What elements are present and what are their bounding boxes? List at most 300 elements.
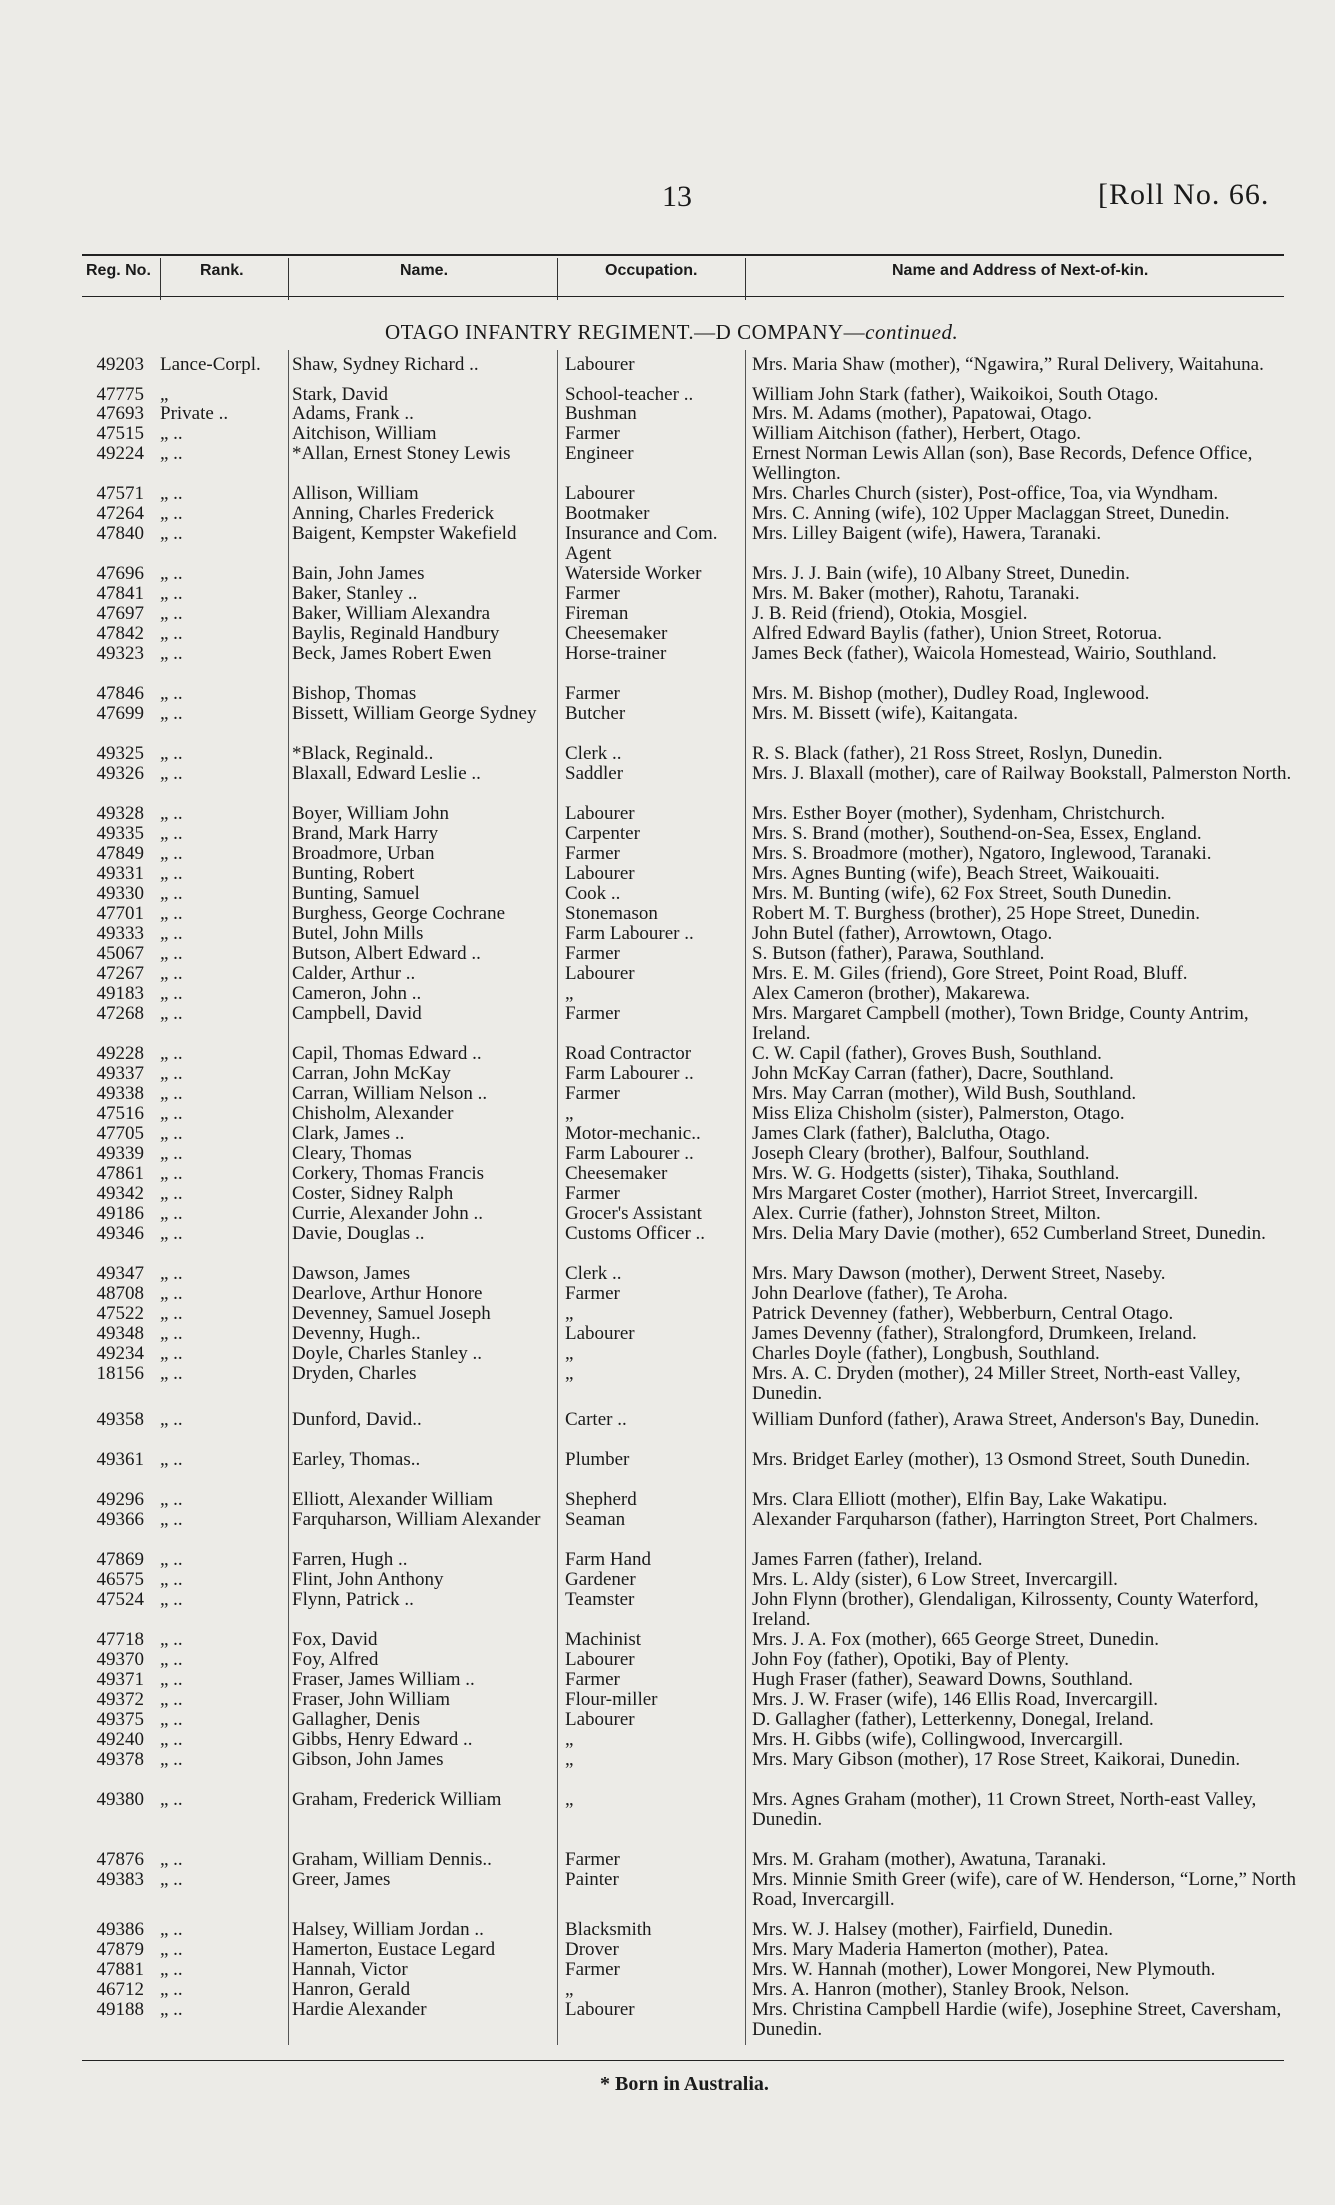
soldier-name: Dunford, David.. bbox=[292, 1409, 422, 1430]
occupation: Farm Labourer .. bbox=[565, 1063, 694, 1084]
next-of-kin: Mrs. Lilley Baigent (wife), Hawera, Taranaki. bbox=[752, 523, 1102, 544]
table-row bbox=[0, 604, 1335, 624]
occupation: Painter bbox=[565, 1869, 619, 1890]
soldier-name: Allison, William bbox=[292, 483, 419, 504]
next-of-kin: Mrs. S. Brand (mother), Southend-on-Sea, Essex, England. bbox=[752, 823, 1202, 844]
reg-number: 49330 bbox=[96, 883, 144, 904]
occupation: Farmer bbox=[565, 423, 620, 444]
occupation: Labourer bbox=[565, 1649, 635, 1670]
rank: „ .. bbox=[160, 583, 183, 604]
next-of-kin: Charles Doyle (father), Longbush, Southland. bbox=[752, 1343, 1100, 1364]
rank: „ .. bbox=[160, 503, 183, 524]
soldier-name: Hardie Alexander bbox=[292, 1999, 427, 2020]
occupation: Farm Labourer .. bbox=[565, 923, 694, 944]
soldier-name: Dawson, James bbox=[292, 1263, 411, 1284]
occupation: „ bbox=[565, 1103, 574, 1124]
reg-number: 49361 bbox=[96, 1449, 144, 1470]
soldier-name: *Allan, Ernest Stoney Lewis bbox=[292, 443, 511, 464]
table-row bbox=[0, 1304, 1335, 1324]
next-of-kin: James Devenny (father), Stralongford, Drumkeen, Ireland. bbox=[752, 1323, 1197, 1344]
soldier-name: Baylis, Reginald Handbury bbox=[292, 623, 500, 644]
occupation: Fireman bbox=[565, 603, 629, 624]
rank: „ .. bbox=[160, 703, 183, 724]
header-rule-bottom bbox=[82, 296, 1284, 297]
next-of-kin: Alexander Farquharson (father), Harrington Street, Port Chalmers. bbox=[752, 1509, 1258, 1530]
rank: „ .. bbox=[160, 1919, 183, 1940]
table-row bbox=[0, 744, 1335, 764]
occupation: Gardener bbox=[565, 1569, 636, 1590]
soldier-name: Hannah, Victor bbox=[292, 1959, 408, 1980]
table-row bbox=[0, 1589, 1335, 1630]
rank: „ .. bbox=[160, 823, 183, 844]
soldier-name: Chisholm, Alexander bbox=[292, 1103, 454, 1124]
soldier-name: Hamerton, Eustace Legard bbox=[292, 1939, 496, 1960]
occupation: Bootmaker bbox=[565, 503, 650, 524]
table-row bbox=[0, 844, 1335, 864]
occupation: Cheesemaker bbox=[565, 1163, 668, 1184]
rank: „ .. bbox=[160, 843, 183, 864]
next-of-kin: William John Stark (father), Waikoikoi, South Otago. bbox=[752, 384, 1159, 405]
table-row bbox=[0, 564, 1335, 584]
reg-number: 49228 bbox=[96, 1043, 144, 1064]
occupation: Labourer bbox=[565, 483, 635, 504]
rank: „ .. bbox=[160, 623, 183, 644]
next-of-kin: Mrs. Delia Mary Davie (mother), 652 Cumberland Street, Dunedin. bbox=[752, 1223, 1266, 1244]
rank: „ .. bbox=[160, 1343, 183, 1364]
next-of-kin: Mrs Margaret Coster (mother), Harriot Street, Invercargill. bbox=[752, 1183, 1199, 1204]
reg-number: 49186 bbox=[96, 1203, 144, 1224]
reg-number: 49234 bbox=[96, 1343, 144, 1364]
soldier-name: Elliott, Alexander William bbox=[292, 1489, 493, 1510]
next-of-kin: Mrs. May Carran (mother), Wild Bush, Southland. bbox=[752, 1083, 1137, 1104]
soldier-name: Aitchison, William bbox=[292, 423, 437, 444]
reg-number: 47522 bbox=[96, 1303, 144, 1324]
soldier-name: Bain, John James bbox=[292, 563, 425, 584]
soldier-name: Doyle, Charles Stanley .. bbox=[292, 1343, 482, 1364]
table-row bbox=[0, 424, 1335, 444]
next-of-kin: Alex. Currie (father), Johnston Street, Milton. bbox=[752, 1203, 1101, 1224]
table-row bbox=[0, 1324, 1335, 1344]
occupation: Farm Labourer .. bbox=[565, 1143, 694, 1164]
occupation: Engineer bbox=[565, 443, 634, 464]
next-of-kin: Mrs. L. Aldy (sister), 6 Low Street, Invercargill. bbox=[752, 1569, 1118, 1590]
soldier-name: Broadmore, Urban bbox=[292, 843, 435, 864]
rank: „ .. bbox=[160, 763, 183, 784]
soldier-name: Campbell, David bbox=[292, 1003, 422, 1024]
occupation: Flour-miller bbox=[565, 1689, 658, 1710]
reg-number: 49338 bbox=[96, 1083, 144, 1104]
soldier-name: Flint, John Anthony bbox=[292, 1569, 444, 1590]
occupation: Road Contractor bbox=[565, 1043, 692, 1064]
soldier-name: Cleary, Thomas bbox=[292, 1143, 412, 1164]
occupation: Labourer bbox=[565, 1709, 635, 1730]
reg-number: 47718 bbox=[96, 1629, 144, 1650]
next-of-kin: S. Butson (father), Parawa, Southland. bbox=[752, 943, 1045, 964]
rank: „ .. bbox=[160, 743, 183, 764]
reg-number: 47869 bbox=[96, 1549, 144, 1570]
next-of-kin: Mrs. J. Blaxall (mother), care of Railway Bookstall, Palmerston North. bbox=[752, 763, 1292, 784]
rank: „ .. bbox=[160, 523, 183, 544]
table-row bbox=[0, 964, 1335, 984]
reg-number: 49326 bbox=[96, 763, 144, 784]
rank: „ .. bbox=[160, 1363, 183, 1384]
table-row bbox=[0, 1999, 1335, 2040]
rank: „ bbox=[160, 384, 169, 405]
table-row bbox=[0, 1284, 1335, 1304]
reg-number: 47699 bbox=[96, 703, 144, 724]
occupation: Clerk .. bbox=[565, 1263, 622, 1284]
next-of-kin: Mrs. Mary Maderia Hamerton (mother), Patea. bbox=[752, 1939, 1109, 1960]
table-row bbox=[0, 764, 1335, 784]
table-row bbox=[0, 804, 1335, 824]
table-row bbox=[0, 1789, 1335, 1830]
reg-number: 45067 bbox=[96, 943, 144, 964]
header-divider bbox=[745, 258, 746, 300]
next-of-kin: Mrs. A. Hanron (mother), Stanley Brook, Nelson. bbox=[752, 1979, 1130, 2000]
table-row bbox=[0, 1730, 1335, 1750]
next-of-kin: Mrs. W. J. Halsey (mother), Fairfield, Dunedin. bbox=[752, 1919, 1113, 1940]
rank: „ .. bbox=[160, 683, 183, 704]
rank: „ .. bbox=[160, 423, 183, 444]
occupation: Plumber bbox=[565, 1449, 630, 1470]
table-row bbox=[0, 484, 1335, 504]
rank: „ .. bbox=[160, 603, 183, 624]
next-of-kin: Mrs. J. J. Bain (wife), 10 Albany Street, Dunedin. bbox=[752, 563, 1130, 584]
next-of-kin: John Dearlove (father), Te Aroha. bbox=[752, 1283, 1008, 1304]
rank: „ .. bbox=[160, 1263, 183, 1284]
table-row bbox=[0, 1184, 1335, 1204]
rank: „ .. bbox=[160, 1999, 183, 2020]
header-divider bbox=[160, 258, 161, 300]
soldier-name: Davie, Douglas .. bbox=[292, 1223, 425, 1244]
soldier-name: Fox, David bbox=[292, 1629, 378, 1650]
occupation: Carter .. bbox=[565, 1409, 627, 1430]
table-row bbox=[0, 1670, 1335, 1690]
reg-number: 47571 bbox=[96, 483, 144, 504]
section-title-main: OTAGO INFANTRY REGIMENT.—D COMPANY— bbox=[385, 320, 866, 344]
rank: „ .. bbox=[160, 1589, 183, 1610]
table-row bbox=[0, 904, 1335, 924]
occupation: Stonemason bbox=[565, 903, 658, 924]
reg-number: 47268 bbox=[96, 1003, 144, 1024]
table-row bbox=[0, 644, 1335, 664]
table-row bbox=[0, 404, 1335, 424]
soldier-name: Blaxall, Edward Leslie .. bbox=[292, 763, 481, 784]
soldier-name: Bishop, Thomas bbox=[292, 683, 417, 704]
rank: „ .. bbox=[160, 643, 183, 664]
next-of-kin: Mrs. Agnes Bunting (wife), Beach Street, Waikouaiti. bbox=[752, 863, 1160, 884]
soldier-name: Farquharson, William Alexander bbox=[292, 1509, 541, 1530]
table-row bbox=[0, 385, 1335, 405]
table-row bbox=[0, 1204, 1335, 1224]
occupation: Motor-mechanic.. bbox=[565, 1123, 701, 1144]
reg-number: 49333 bbox=[96, 923, 144, 944]
rank: „ .. bbox=[160, 1003, 183, 1024]
occupation: Blacksmith bbox=[565, 1919, 652, 1940]
table-row bbox=[0, 1850, 1335, 1870]
soldier-name: Fraser, James William .. bbox=[292, 1669, 475, 1690]
table-row bbox=[0, 984, 1335, 1004]
occupation: Horse-trainer bbox=[565, 643, 667, 664]
occupation: Farmer bbox=[565, 843, 620, 864]
rank: „ .. bbox=[160, 1123, 183, 1144]
table-row bbox=[0, 584, 1335, 604]
soldier-name: Baker, William Alexandra bbox=[292, 603, 491, 624]
rank: „ .. bbox=[160, 1083, 183, 1104]
soldier-name: Dryden, Charles bbox=[292, 1363, 417, 1384]
occupation: Cook .. bbox=[565, 883, 621, 904]
soldier-name: Carran, William Nelson .. bbox=[292, 1083, 488, 1104]
reg-number: 46575 bbox=[96, 1569, 144, 1590]
next-of-kin: Mrs. Margaret Campbell (mother), Town Bridge, County Antrim, Ireland. bbox=[752, 1003, 1249, 1044]
rank: „ .. bbox=[160, 1669, 183, 1690]
reg-number: 47515 bbox=[96, 423, 144, 444]
reg-number: 47697 bbox=[96, 603, 144, 624]
table-row bbox=[0, 1450, 1335, 1470]
occupation: Grocer's Assistant bbox=[565, 1203, 702, 1224]
reg-number: 47861 bbox=[96, 1163, 144, 1184]
occupation: Labourer bbox=[565, 863, 635, 884]
soldier-name: Carran, John McKay bbox=[292, 1063, 451, 1084]
rank: „ .. bbox=[160, 1103, 183, 1124]
soldier-name: Burghess, George Cochrane bbox=[292, 903, 505, 924]
soldier-name: Graham, Frederick William bbox=[292, 1789, 502, 1810]
rank: „ .. bbox=[160, 1629, 183, 1650]
table-row bbox=[0, 443, 1335, 484]
rank: „ .. bbox=[160, 943, 183, 964]
table-row bbox=[0, 1940, 1335, 1960]
occupation: Farmer bbox=[565, 683, 620, 704]
soldier-name: Brand, Mark Harry bbox=[292, 823, 439, 844]
header-name: Name. bbox=[400, 262, 449, 279]
table-row bbox=[0, 1224, 1335, 1244]
next-of-kin: Mrs. Minnie Smith Greer (wife), care of W. Henderson, “Lorne,” North Road, Invercargill. bbox=[752, 1869, 1296, 1910]
next-of-kin: John Flynn (brother), Glendaligan, Kilrossenty, County Waterford, Ireland. bbox=[752, 1589, 1259, 1630]
reg-number: 49328 bbox=[96, 803, 144, 824]
next-of-kin: Mrs. M. Bishop (mother), Dudley Road, Inglewood. bbox=[752, 683, 1150, 704]
table-row bbox=[0, 1410, 1335, 1430]
occupation: Clerk .. bbox=[565, 743, 622, 764]
rank: „ .. bbox=[160, 1163, 183, 1184]
section-title-continued: continued. bbox=[865, 320, 959, 344]
rank: „ .. bbox=[160, 1939, 183, 1960]
table-row bbox=[0, 1869, 1335, 1910]
next-of-kin: Mrs. Mary Dawson (mother), Derwent Street, Naseby. bbox=[752, 1263, 1166, 1284]
next-of-kin: Mrs. Mary Gibson (mother), 17 Rose Street, Kaikorai, Dunedin. bbox=[752, 1749, 1241, 1770]
soldier-name: Gallagher, Denis bbox=[292, 1709, 420, 1730]
reg-number: 49366 bbox=[96, 1509, 144, 1530]
rank: „ .. bbox=[160, 1143, 183, 1164]
next-of-kin: John Butel (father), Arrowtown, Otago. bbox=[752, 923, 1053, 944]
next-of-kin: Mrs. M. Adams (mother), Papatowai, Otago. bbox=[752, 403, 1092, 424]
soldier-name: Capil, Thomas Edward .. bbox=[292, 1043, 482, 1064]
reg-number: 49224 bbox=[96, 443, 144, 464]
soldier-name: Greer, James bbox=[292, 1869, 391, 1890]
next-of-kin: Patrick Devenney (father), Webberburn, Central Otago. bbox=[752, 1303, 1174, 1324]
table-row bbox=[0, 1570, 1335, 1590]
next-of-kin: Mrs. S. Broadmore (mother), Ngatoro, Inglewood, Taranaki. bbox=[752, 843, 1212, 864]
soldier-name: Stark, David bbox=[292, 384, 389, 405]
reg-number: 47849 bbox=[96, 843, 144, 864]
reg-number: 49386 bbox=[96, 1919, 144, 1940]
reg-number: 47267 bbox=[96, 963, 144, 984]
table-row bbox=[0, 624, 1335, 644]
occupation: Labourer bbox=[565, 1323, 635, 1344]
rank: „ .. bbox=[160, 1569, 183, 1590]
header-divider bbox=[288, 258, 289, 300]
soldier-name: Coster, Sidney Ralph bbox=[292, 1183, 454, 1204]
rank: „ .. bbox=[160, 1789, 183, 1810]
reg-number: 49383 bbox=[96, 1869, 144, 1890]
rank: „ .. bbox=[160, 803, 183, 824]
table-row bbox=[0, 1144, 1335, 1164]
reg-number: 49378 bbox=[96, 1749, 144, 1770]
reg-number: 47693 bbox=[96, 403, 144, 424]
header-occupation: Occupation. bbox=[605, 262, 698, 279]
occupation: Farmer bbox=[565, 1849, 620, 1870]
reg-number: 47516 bbox=[96, 1103, 144, 1124]
occupation: Farmer bbox=[565, 1083, 620, 1104]
reg-number: 47881 bbox=[96, 1959, 144, 1980]
soldier-name: Calder, Arthur .. bbox=[292, 963, 416, 984]
table-row bbox=[0, 884, 1335, 904]
rank: „ .. bbox=[160, 1729, 183, 1750]
soldier-name: Currie, Alexander John .. bbox=[292, 1203, 484, 1224]
reg-number: 49372 bbox=[96, 1689, 144, 1710]
reg-number: 47841 bbox=[96, 583, 144, 604]
rank: „ .. bbox=[160, 1959, 183, 1980]
soldier-name: Dearlove, Arthur Honore bbox=[292, 1283, 483, 1304]
reg-number: 49346 bbox=[96, 1223, 144, 1244]
rank: „ .. bbox=[160, 1063, 183, 1084]
occupation: „ bbox=[565, 1789, 574, 1810]
reg-number: 49348 bbox=[96, 1323, 144, 1344]
table-row bbox=[0, 1264, 1335, 1284]
occupation: Machinist bbox=[565, 1629, 641, 1650]
rank: „ .. bbox=[160, 1549, 183, 1570]
soldier-name: Bunting, Samuel bbox=[292, 883, 420, 904]
next-of-kin: Hugh Fraser (father), Seaward Downs, Southland. bbox=[752, 1669, 1133, 1690]
next-of-kin: Mrs. J. A. Fox (mother), 665 George Street, Dunedin. bbox=[752, 1629, 1160, 1650]
reg-number: 49337 bbox=[96, 1063, 144, 1084]
rank: „ .. bbox=[160, 1509, 183, 1530]
rank: „ .. bbox=[160, 1323, 183, 1344]
soldier-name: Fraser, John William bbox=[292, 1689, 451, 1710]
next-of-kin: James Clark (father), Balclutha, Otago. bbox=[752, 1123, 1051, 1144]
rank: Private .. bbox=[160, 403, 229, 424]
occupation: Farmer bbox=[565, 943, 620, 964]
next-of-kin: Mrs. Charles Church (sister), Post-office, Toa, via Wyndham. bbox=[752, 483, 1219, 504]
header-divider bbox=[557, 258, 558, 300]
reg-number: 49342 bbox=[96, 1183, 144, 1204]
next-of-kin: Mrs. C. Anning (wife), 102 Upper Maclaggan Street, Dunedin. bbox=[752, 503, 1230, 524]
occupation: Labourer bbox=[565, 354, 635, 375]
table-row bbox=[0, 1003, 1335, 1044]
reg-number: 47264 bbox=[96, 503, 144, 524]
soldier-name: *Black, Reginald.. bbox=[292, 743, 434, 764]
footnote: * Born in Australia. bbox=[600, 2073, 769, 2095]
next-of-kin: Joseph Cleary (brother), Balfour, Southland. bbox=[752, 1143, 1090, 1164]
next-of-kin: Miss Eliza Chisholm (sister), Palmerston, Otago. bbox=[752, 1103, 1125, 1124]
next-of-kin: Mrs. M. Graham (mother), Awatuna, Taranaki. bbox=[752, 1849, 1107, 1870]
table-row bbox=[0, 1650, 1335, 1670]
reg-number: 49203 bbox=[96, 354, 144, 375]
occupation: Farmer bbox=[565, 1669, 620, 1690]
soldier-name: Anning, Charles Frederick bbox=[292, 503, 495, 524]
soldier-name: Cameron, John .. bbox=[292, 983, 422, 1004]
soldier-name: Baker, Stanley .. bbox=[292, 583, 418, 604]
section-title bbox=[385, 320, 958, 345]
next-of-kin: Mrs. Agnes Graham (mother), 11 Crown Street, North-east Valley, Dunedin. bbox=[752, 1789, 1257, 1830]
next-of-kin: Mrs. J. W. Fraser (wife), 146 Ellis Road, Invercargill. bbox=[752, 1689, 1158, 1710]
next-of-kin: Mrs. Bridget Earley (mother), 13 Osmond Street, South Dunedin. bbox=[752, 1449, 1251, 1470]
table-row bbox=[0, 1980, 1335, 2000]
table-row bbox=[0, 1510, 1335, 1530]
occupation: „ bbox=[565, 1729, 574, 1750]
rank: „ .. bbox=[160, 1849, 183, 1870]
occupation: „ bbox=[565, 1749, 574, 1770]
soldier-name: Shaw, Sydney Richard .. bbox=[292, 354, 479, 375]
soldier-name: Clark, James .. bbox=[292, 1123, 405, 1144]
occupation: Drover bbox=[565, 1939, 619, 1960]
next-of-kin: William Aitchison (father), Herbert, Otago. bbox=[752, 423, 1081, 444]
occupation: Labourer bbox=[565, 1999, 635, 2020]
next-of-kin: C. W. Capil (father), Groves Bush, Southland. bbox=[752, 1043, 1102, 1064]
occupation: Bushman bbox=[565, 403, 637, 424]
occupation: Saddler bbox=[565, 763, 624, 784]
rank: „ .. bbox=[160, 563, 183, 584]
next-of-kin: J. B. Reid (friend), Otokia, Mosgiel. bbox=[752, 603, 1028, 624]
reg-number: 49371 bbox=[96, 1669, 144, 1690]
occupation: „ bbox=[565, 1343, 574, 1364]
rank: „ .. bbox=[160, 863, 183, 884]
table-row bbox=[0, 1124, 1335, 1144]
soldier-name: Gibson, John James bbox=[292, 1749, 444, 1770]
table-row bbox=[0, 1960, 1335, 1980]
occupation: „ bbox=[565, 1303, 574, 1324]
table-row bbox=[0, 924, 1335, 944]
reg-number: 49335 bbox=[96, 823, 144, 844]
rank: „ .. bbox=[160, 1223, 183, 1244]
bottom-rule bbox=[82, 2060, 1284, 2061]
occupation: Farmer bbox=[565, 583, 620, 604]
occupation: Carpenter bbox=[565, 823, 640, 844]
next-of-kin: James Beck (father), Waicola Homestead, Wairio, Southland. bbox=[752, 643, 1217, 664]
next-of-kin: Mrs. Esther Boyer (mother), Sydenham, Christchurch. bbox=[752, 803, 1166, 824]
roll-number: [Roll No. 66. bbox=[1098, 178, 1270, 211]
soldier-name: Adams, Frank .. bbox=[292, 403, 414, 424]
reg-number: 47705 bbox=[96, 1123, 144, 1144]
reg-number: 49183 bbox=[96, 983, 144, 1004]
occupation: Cheesemaker bbox=[565, 623, 668, 644]
rank: „ .. bbox=[160, 443, 183, 464]
next-of-kin: Mrs. E. M. Giles (friend), Gore Street, Point Road, Bluff. bbox=[752, 963, 1188, 984]
table-row bbox=[0, 1630, 1335, 1650]
soldier-name: Gibbs, Henry Edward .. bbox=[292, 1729, 473, 1750]
page-number: 13 bbox=[662, 180, 692, 213]
next-of-kin: Ernest Norman Lewis Allan (son), Base Records, Defence Office, Wellington. bbox=[752, 443, 1253, 484]
occupation: School-teacher .. bbox=[565, 384, 694, 405]
reg-number: 18156 bbox=[96, 1363, 144, 1384]
rank: „ .. bbox=[160, 1489, 183, 1510]
reg-number: 49339 bbox=[96, 1143, 144, 1164]
header-rule-top bbox=[82, 254, 1284, 256]
rank: „ .. bbox=[160, 1979, 183, 2000]
next-of-kin: John McKay Carran (father), Dacre, Southland. bbox=[752, 1063, 1114, 1084]
rank: „ .. bbox=[160, 1409, 183, 1430]
reg-number: 47846 bbox=[96, 683, 144, 704]
table-row bbox=[0, 1690, 1335, 1710]
